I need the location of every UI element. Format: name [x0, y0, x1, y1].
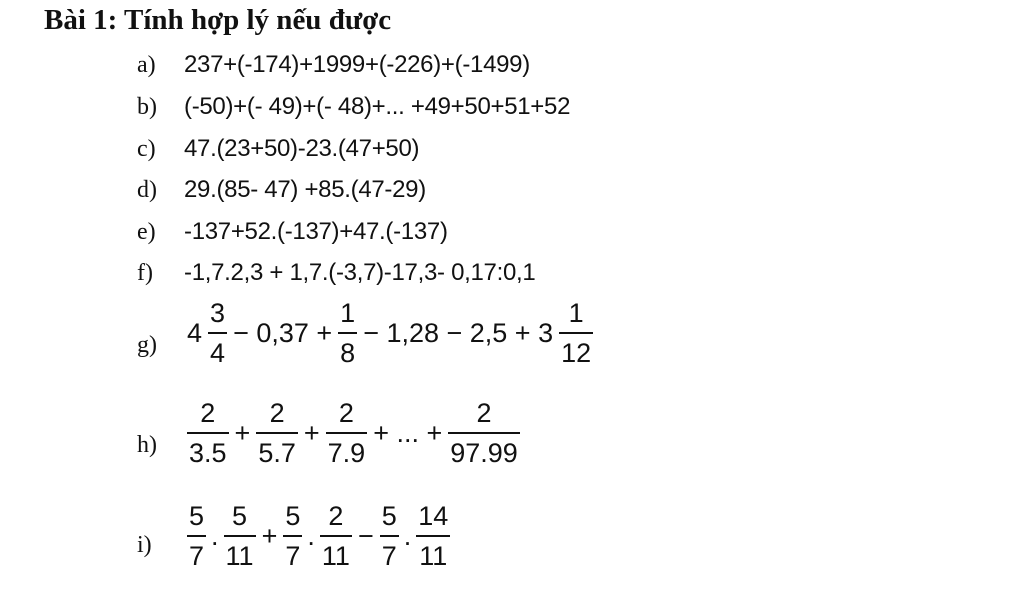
fraction: [338, 300, 357, 367]
fraction: [448, 400, 520, 467]
item-label: f): [137, 260, 153, 286]
multiply-dot: .: [211, 521, 219, 551]
fraction: [416, 503, 450, 570]
denominator: 97.99: [450, 438, 518, 468]
item-label: e): [137, 219, 156, 245]
numerator: 2: [269, 398, 285, 428]
numerator: 14: [418, 501, 449, 531]
fraction-bar: [338, 332, 357, 334]
fraction: [326, 400, 368, 467]
item-label: h): [137, 432, 157, 458]
fraction: [187, 400, 229, 467]
operator: + ... +: [373, 418, 443, 448]
fraction-bar: [416, 535, 450, 537]
numerator: 3: [210, 298, 226, 328]
numerator: 2: [476, 398, 492, 428]
item-expression: (-50)+(- 49)+(- 48)+... +49+50+51+52: [184, 93, 571, 120]
denominator: 7.9: [327, 438, 366, 468]
fraction-bar: [224, 535, 256, 537]
numerator: 1: [340, 298, 356, 328]
fraction-bar: [256, 432, 298, 434]
item-expression: [184, 503, 453, 570]
item-expression: [184, 400, 523, 467]
denominator: 3.5: [189, 438, 227, 468]
item-label: c): [137, 136, 156, 162]
denominator: 7: [381, 541, 397, 571]
numerator: 2: [200, 398, 216, 428]
fraction: [380, 503, 399, 570]
item-label: a): [137, 52, 156, 78]
item-label: d): [137, 177, 157, 203]
fraction: [224, 503, 256, 570]
denominator: 11: [225, 541, 254, 571]
item-expression: 237+(-174)+1999+(-226)+(-1499): [184, 51, 530, 78]
fraction: [283, 503, 302, 570]
multiply-dot: .: [307, 521, 315, 551]
fraction-bar: [380, 535, 399, 537]
denominator: 5.7: [258, 438, 296, 468]
fraction-bar: [559, 332, 593, 334]
item-label: i): [137, 532, 152, 558]
fraction: [320, 503, 352, 570]
numerator: 2: [328, 501, 344, 531]
denominator: 8: [340, 338, 356, 368]
item-expression: 47.(23+50)-23.(47+50): [184, 135, 420, 162]
fraction: [256, 400, 298, 467]
fraction-bar: [283, 535, 302, 537]
numerator: 2: [338, 398, 354, 428]
fraction: [208, 300, 227, 367]
denominator: 7: [189, 541, 205, 571]
operator: − 0,37 +: [233, 318, 333, 348]
item-label: b): [137, 94, 157, 120]
numerator: 5: [189, 501, 205, 531]
item-expression: -137+52.(-137)+47.(-137): [184, 218, 448, 245]
fraction-bar: [187, 432, 229, 434]
fraction: [187, 503, 206, 570]
fraction-bar: [208, 332, 227, 334]
denominator: 7: [285, 541, 301, 571]
fraction-bar: [320, 535, 352, 537]
item-expression: 29.(85- 47) +85.(47-29): [184, 176, 426, 203]
operator: +: [261, 521, 278, 551]
numerator: 5: [285, 501, 301, 531]
denominator: 11: [419, 541, 448, 571]
numerator: 5: [232, 501, 248, 531]
fraction-bar: [187, 535, 206, 537]
numerator: 5: [381, 501, 397, 531]
item-expression: -1,7.2,3 + 1,7.(-3,7)-17,3- 0,17:0,1: [184, 259, 536, 286]
operator: +: [234, 418, 251, 448]
operator: −: [357, 521, 374, 551]
numerator: 1: [568, 298, 584, 328]
whole-part: 4: [187, 318, 203, 348]
denominator: 12: [561, 338, 592, 368]
denominator: 4: [210, 338, 226, 368]
operator: +: [303, 418, 320, 448]
exercise-title: Bài 1: Tính hợp lý nếu được: [44, 4, 392, 36]
denominator: 11: [321, 541, 350, 571]
fraction: [559, 300, 593, 367]
item-label: g): [137, 332, 157, 358]
multiply-dot: .: [403, 521, 412, 551]
operator: − 1,28 − 2,5 + 3: [363, 318, 554, 348]
item-expression: [184, 300, 596, 367]
fraction-bar: [448, 432, 520, 434]
fraction-bar: [326, 432, 368, 434]
